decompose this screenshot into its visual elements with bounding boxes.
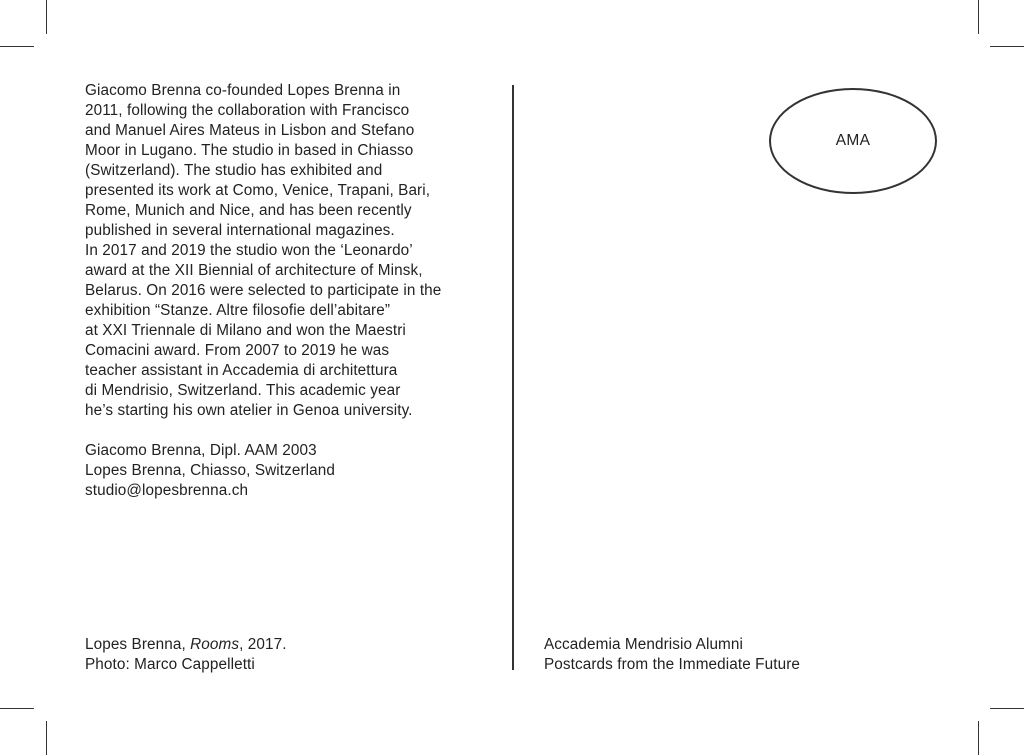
series-footer (544, 635, 800, 675)
bio-line: di Mendrisio, Switzerland. This academic year (85, 382, 401, 399)
crop-mark-bottom-right-horizontal (990, 708, 1024, 709)
caption-year: , 2017. (239, 636, 287, 653)
crop-mark-top-left-vertical (46, 0, 47, 34)
biography-paragraph (85, 81, 495, 421)
crop-mark-top-left-horizontal (0, 46, 34, 47)
bio-line: at XXI Triennale di Milano and won the Maestri (85, 322, 406, 339)
contact-studio: Lopes Brenna, Chiasso, Switzerland (85, 462, 335, 479)
crop-mark-bottom-right-vertical (978, 721, 979, 755)
bio-line: (Switzerland). The studio has exhibited and (85, 162, 383, 179)
footer-org: Accademia Mendrisio Alumni (544, 636, 743, 653)
crop-mark-top-right-horizontal (990, 46, 1024, 47)
contact-email[interactable]: studio@lopesbrenna.ch (85, 482, 249, 499)
bio-line: Giacomo Brenna co-founded Lopes Brenna in (85, 82, 401, 99)
image-caption (85, 635, 287, 675)
bio-line: Belarus. On 2016 were selected to participate in the (85, 282, 442, 299)
crop-mark-bottom-left-vertical (46, 721, 47, 755)
bio-line: presented its work at Como, Venice, Trapani, Bari, (85, 182, 431, 199)
footer-series: Postcards from the Immediate Future (544, 656, 800, 673)
caption-photo-credit: Photo: Marco Cappelletti (85, 656, 255, 673)
bio-line: Moor in Lugano. The studio in based in Chiasso (85, 142, 414, 159)
postcard-divider (512, 85, 514, 670)
bio-line: published in several international magazines. (85, 222, 395, 239)
bio-line: and Manuel Aires Mateus in Lisbon and Stefano (85, 122, 415, 139)
caption-work-line (85, 635, 287, 655)
stamp-label: AMA (835, 132, 871, 149)
crop-mark-top-right-vertical (978, 0, 979, 34)
bio-line: 2011, following the collaboration with Francisco (85, 102, 410, 119)
crop-mark-bottom-left-horizontal (0, 708, 34, 709)
caption-studio: Lopes Brenna, (85, 636, 191, 653)
bio-line: he’s starting his own atelier in Genoa university. (85, 402, 413, 419)
bio-line: In 2017 and 2019 the studio won the ‘Leonardo’ (85, 242, 413, 259)
contact-name: Giacomo Brenna, Dipl. AAM 2003 (85, 442, 317, 459)
bio-line: Rome, Munich and Nice, and has been recently (85, 202, 412, 219)
stamp-oval (769, 88, 937, 194)
contact-block (85, 441, 335, 501)
bio-line: Comacini award. From 2007 to 2019 he was (85, 342, 390, 359)
bio-line: teacher assistant in Accademia di architettura (85, 362, 398, 379)
bio-line: exhibition “Stanze. Altre filosofie dell’abitare” (85, 302, 391, 319)
bio-line: award at the XII Biennial of architecture of Minsk, (85, 262, 423, 279)
caption-work-title: Rooms (190, 636, 240, 653)
